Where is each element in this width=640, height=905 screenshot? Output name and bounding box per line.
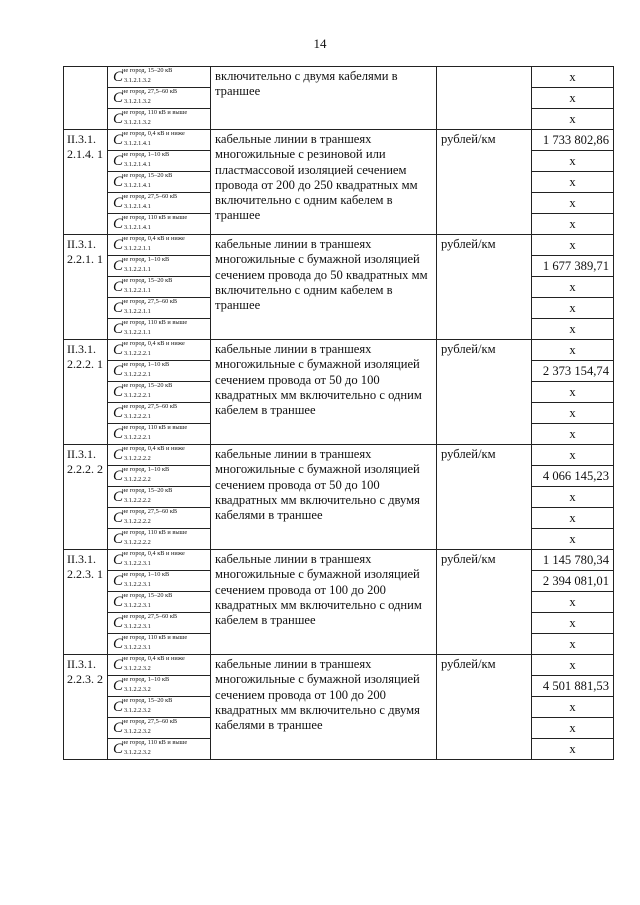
rate-symbol-cell xyxy=(108,718,211,739)
symbol-subscript: 3.1.2.2.1.1 xyxy=(124,266,151,273)
symbol-superscript: не город, 110 кВ и выше xyxy=(122,319,188,326)
rate-value: x xyxy=(532,382,614,403)
rate-symbol-cell xyxy=(108,592,211,613)
symbol-letter: С xyxy=(113,321,124,337)
symbol-subscript: 3.1.2.2.3.1 xyxy=(124,581,151,588)
symbol-letter: С xyxy=(113,90,124,106)
section-code: II.3.1. 2.2.1. 1 xyxy=(64,235,108,340)
symbol-superscript: не город, 0,4 кВ и ниже xyxy=(122,445,185,452)
symbol-superscript: не город, 110 кВ и выше xyxy=(122,109,188,116)
symbol-letter: С xyxy=(113,468,124,484)
symbol-superscript: не город, 27,5–60 кВ xyxy=(122,403,178,410)
rate-symbol-cell xyxy=(108,109,211,130)
description: кабельные линии в траншеях многожильные с резиновой или пластмассовой изоляцией сечением провода от 200 до 250 квадратных мм включительно с одним кабелем в траншее xyxy=(211,130,437,235)
symbol-letter: С xyxy=(113,195,124,211)
symbol-letter: С xyxy=(113,111,124,127)
symbol-subscript: 3.1.2.1.3.2 xyxy=(124,77,151,84)
rate-symbol-cell xyxy=(108,697,211,718)
section-code: II.3.1. 2.2.3. 2 xyxy=(64,655,108,760)
rate-value: 2 394 081,01 xyxy=(532,571,614,592)
rate-symbol-cell xyxy=(108,277,211,298)
symbol-letter: С xyxy=(113,237,124,253)
rate-symbol-cell xyxy=(108,571,211,592)
rate-value: x xyxy=(532,655,614,676)
rate-value: 1 145 780,34 xyxy=(532,550,614,571)
rate-value: 2 373 154,74 xyxy=(532,361,614,382)
symbol-subscript: 3.1.2.2.3.1 xyxy=(124,560,151,567)
description: кабельные линии в траншеях многожильные с бумажной изоляцией сечением провода до 50 квадратных мм включительно с одним кабелем в траншее xyxy=(211,235,437,340)
rate-symbol-cell xyxy=(108,319,211,340)
rate-symbol-cell xyxy=(108,172,211,193)
rate-value: 1 733 802,86 xyxy=(532,130,614,151)
description: кабельные линии в траншеях многожильные с бумажной изоляцией сечением провода от 100 до 200 квадратных мм включительно с двумя кабелями в траншее xyxy=(211,655,437,760)
unit: рублей/км xyxy=(437,235,532,340)
rate-symbol-cell xyxy=(108,466,211,487)
symbol-letter: С xyxy=(113,510,124,526)
rate-value: 1 677 389,71 xyxy=(532,256,614,277)
rate-value: x xyxy=(532,67,614,88)
unit: рублей/км xyxy=(437,130,532,235)
rate-symbol-cell xyxy=(108,382,211,403)
symbol-superscript: не город, 110 кВ и выше xyxy=(122,634,188,641)
rate-value: x xyxy=(532,214,614,235)
symbol-subscript: 3.1.2.2.2.1 xyxy=(124,413,151,420)
symbol-letter: С xyxy=(113,384,124,400)
symbol-superscript: не город, 15–20 кВ xyxy=(122,697,173,704)
symbol-superscript: не город, 27,5–60 кВ xyxy=(122,298,178,305)
rate-value: x xyxy=(532,529,614,550)
symbol-superscript: не город, 0,4 кВ и ниже xyxy=(122,655,185,662)
symbol-superscript: не город, 1–10 кВ xyxy=(122,466,170,473)
unit: рублей/км xyxy=(437,550,532,655)
symbol-superscript: не город, 110 кВ и выше xyxy=(122,529,188,536)
symbol-superscript: не город, 0,4 кВ и ниже xyxy=(122,550,185,557)
symbol-superscript: не город, 15–20 кВ xyxy=(122,172,173,179)
symbol-letter: С xyxy=(113,552,124,568)
symbol-subscript: 3.1.2.1.4.1 xyxy=(124,161,151,168)
symbol-letter: С xyxy=(113,657,124,673)
tariff-table xyxy=(63,66,614,760)
symbol-subscript: 3.1.2.2.1.1 xyxy=(124,245,151,252)
rate-symbol-cell xyxy=(108,361,211,382)
symbol-subscript: 3.1.2.1.3.2 xyxy=(124,119,151,126)
rate-value: x xyxy=(532,298,614,319)
description: кабельные линии в траншеях многожильные с бумажной изоляцией сечением провода от 100 до 200 квадратных мм включительно с одним кабелем в траншее xyxy=(211,550,437,655)
rate-symbol-cell xyxy=(108,739,211,760)
symbol-letter: С xyxy=(113,573,124,589)
symbol-letter: С xyxy=(113,426,124,442)
symbol-superscript: не город, 110 кВ и выше xyxy=(122,739,188,746)
description: включительно с двумя кабелями в траншее xyxy=(211,67,437,130)
symbol-subscript: 3.1.2.1.4.1 xyxy=(124,140,151,147)
symbol-letter: С xyxy=(113,531,124,547)
symbol-subscript: 3.1.2.2.2.2 xyxy=(124,539,151,546)
rate-value: x xyxy=(532,445,614,466)
symbol-superscript: не город, 27,5–60 кВ xyxy=(122,193,178,200)
rate-symbol-cell xyxy=(108,235,211,256)
table-row xyxy=(64,130,614,151)
symbol-letter: С xyxy=(113,153,124,169)
symbol-superscript: не город, 1–10 кВ xyxy=(122,361,170,368)
symbol-letter: С xyxy=(113,447,124,463)
symbol-subscript: 3.1.2.2.2.2 xyxy=(124,455,151,462)
rate-value: x xyxy=(532,424,614,445)
rate-value: x xyxy=(532,592,614,613)
symbol-letter: С xyxy=(113,216,124,232)
table-row xyxy=(64,67,614,88)
rate-value: x xyxy=(532,151,614,172)
rate-value: x xyxy=(532,277,614,298)
symbol-letter: С xyxy=(113,279,124,295)
page-number: 14 xyxy=(313,36,327,51)
symbol-letter: С xyxy=(113,342,124,358)
symbol-letter: С xyxy=(113,405,124,421)
table-row xyxy=(64,550,614,571)
rate-value: x xyxy=(532,613,614,634)
symbol-letter: С xyxy=(113,699,124,715)
symbol-subscript: 3.1.2.2.1.1 xyxy=(124,287,151,294)
rate-symbol-cell xyxy=(108,529,211,550)
rate-symbol-cell xyxy=(108,487,211,508)
symbol-letter: С xyxy=(113,678,124,694)
table-row xyxy=(64,445,614,466)
rate-value: x xyxy=(532,109,614,130)
rate-value: x xyxy=(532,88,614,109)
symbol-superscript: не город, 1–10 кВ xyxy=(122,151,170,158)
symbol-subscript: 3.1.2.2.2.2 xyxy=(124,518,151,525)
unit: рублей/км xyxy=(437,655,532,760)
rate-symbol-cell xyxy=(108,88,211,109)
rate-value: 4 501 881,53 xyxy=(532,676,614,697)
symbol-subscript: 3.1.2.2.3.2 xyxy=(124,665,151,672)
symbol-letter: С xyxy=(113,636,124,652)
rate-value: x xyxy=(532,340,614,361)
symbol-superscript: не город, 15–20 кВ xyxy=(122,487,173,494)
symbol-superscript: не город, 110 кВ и выше xyxy=(122,424,188,431)
rate-symbol-cell xyxy=(108,151,211,172)
symbol-letter: С xyxy=(113,258,124,274)
rate-symbol-cell xyxy=(108,67,211,88)
rate-symbol-cell xyxy=(108,613,211,634)
table-row xyxy=(64,340,614,361)
symbol-letter: С xyxy=(113,741,124,757)
section-code: II.3.1. 2.1.4. 1 xyxy=(64,130,108,235)
symbol-superscript: не город, 27,5–60 кВ xyxy=(122,718,178,725)
rate-value: x xyxy=(532,634,614,655)
symbol-superscript: не город, 15–20 кВ xyxy=(122,382,173,389)
symbol-subscript: 3.1.2.2.3.1 xyxy=(124,623,151,630)
symbol-letter: С xyxy=(113,69,124,85)
symbol-subscript: 3.1.2.2.2.2 xyxy=(124,497,151,504)
symbol-superscript: не город, 1–10 кВ xyxy=(122,571,170,578)
symbol-subscript: 3.1.2.2.2.1 xyxy=(124,434,151,441)
symbol-subscript: 3.1.2.2.3.2 xyxy=(124,686,151,693)
tariff-table-body xyxy=(64,67,614,760)
symbol-subscript: 3.1.2.2.2.1 xyxy=(124,350,151,357)
symbol-superscript: не город, 1–10 кВ xyxy=(122,676,170,683)
unit xyxy=(437,67,532,130)
symbol-subscript: 3.1.2.1.4.1 xyxy=(124,203,151,210)
rate-value: x xyxy=(532,403,614,424)
rate-symbol-cell xyxy=(108,214,211,235)
symbol-letter: С xyxy=(113,720,124,736)
symbol-superscript: не город, 0,4 кВ и ниже xyxy=(122,340,185,347)
rate-symbol-cell xyxy=(108,256,211,277)
rate-value: x xyxy=(532,487,614,508)
symbol-superscript: не город, 0,4 кВ и ниже xyxy=(122,235,185,242)
symbol-superscript: не город, 27,5–60 кВ xyxy=(122,613,178,620)
symbol-subscript: 3.1.2.1.3.2 xyxy=(124,98,151,105)
rate-symbol-cell xyxy=(108,340,211,361)
section-code: II.3.1. 2.2.2. 2 xyxy=(64,445,108,550)
symbol-letter: С xyxy=(113,489,124,505)
symbol-letter: С xyxy=(113,132,124,148)
rate-symbol-cell xyxy=(108,403,211,424)
rate-value: x xyxy=(532,193,614,214)
symbol-superscript: не город, 15–20 кВ xyxy=(122,277,173,284)
rate-value: x xyxy=(532,319,614,340)
description: кабельные линии в траншеях многожильные с бумажной изоляцией сечением провода от 50 до 100 квадратных мм включительно с одним кабелем в траншее xyxy=(211,340,437,445)
rate-symbol-cell xyxy=(108,298,211,319)
rate-symbol-cell xyxy=(108,550,211,571)
rate-value: x xyxy=(532,739,614,760)
unit: рублей/км xyxy=(437,340,532,445)
symbol-letter: С xyxy=(113,615,124,631)
symbol-subscript: 3.1.2.1.4.1 xyxy=(124,224,151,231)
symbol-subscript: 3.1.2.2.3.2 xyxy=(124,728,151,735)
symbol-subscript: 3.1.2.2.2.1 xyxy=(124,392,151,399)
description: кабельные линии в траншеях многожильные с бумажной изоляцией сечением провода от 50 до 100 квадратных мм включительно с двумя кабелями в траншее xyxy=(211,445,437,550)
section-code: II.3.1. 2.2.3. 1 xyxy=(64,550,108,655)
table-row xyxy=(64,655,614,676)
symbol-subscript: 3.1.2.2.3.2 xyxy=(124,749,151,756)
rate-symbol-cell xyxy=(108,634,211,655)
symbol-letter: С xyxy=(113,174,124,190)
section-code: II.3.1. 2.2.2. 1 xyxy=(64,340,108,445)
rate-symbol-cell xyxy=(108,508,211,529)
symbol-subscript: 3.1.2.2.3.1 xyxy=(124,602,151,609)
symbol-subscript: 3.1.2.2.3.2 xyxy=(124,707,151,714)
rate-value: x xyxy=(532,508,614,529)
rate-value: x xyxy=(532,718,614,739)
rate-symbol-cell xyxy=(108,655,211,676)
symbol-superscript: не город, 15–20 кВ xyxy=(122,592,173,599)
symbol-superscript: не город, 15–20 кВ xyxy=(122,67,173,74)
symbol-superscript: не город, 27,5–60 кВ xyxy=(122,508,178,515)
rate-value: x xyxy=(532,235,614,256)
symbol-subscript: 3.1.2.2.2.1 xyxy=(124,371,151,378)
unit: рублей/км xyxy=(437,445,532,550)
table-row xyxy=(64,235,614,256)
symbol-subscript: 3.1.2.2.2.2 xyxy=(124,476,151,483)
symbol-subscript: 3.1.2.2.1.1 xyxy=(124,329,151,336)
symbol-letter: С xyxy=(113,594,124,610)
symbol-subscript: 3.1.2.2.3.1 xyxy=(124,644,151,651)
section-code xyxy=(64,67,108,130)
symbol-letter: С xyxy=(113,300,124,316)
rate-symbol-cell xyxy=(108,424,211,445)
symbol-subscript: 3.1.2.2.1.1 xyxy=(124,308,151,315)
rate-value: x xyxy=(532,172,614,193)
symbol-superscript: не город, 110 кВ и выше xyxy=(122,214,188,221)
symbol-superscript: не город, 0,4 кВ и ниже xyxy=(122,130,185,137)
rate-symbol-cell xyxy=(108,676,211,697)
rate-value: 4 066 145,23 xyxy=(532,466,614,487)
rate-symbol-cell xyxy=(108,130,211,151)
symbol-subscript: 3.1.2.1.4.1 xyxy=(124,182,151,189)
symbol-superscript: не город, 1–10 кВ xyxy=(122,256,170,263)
rate-value: x xyxy=(532,697,614,718)
symbol-letter: С xyxy=(113,363,124,379)
rate-symbol-cell xyxy=(108,193,211,214)
rate-symbol-cell xyxy=(108,445,211,466)
symbol-superscript: не город, 27,5–60 кВ xyxy=(122,88,178,95)
